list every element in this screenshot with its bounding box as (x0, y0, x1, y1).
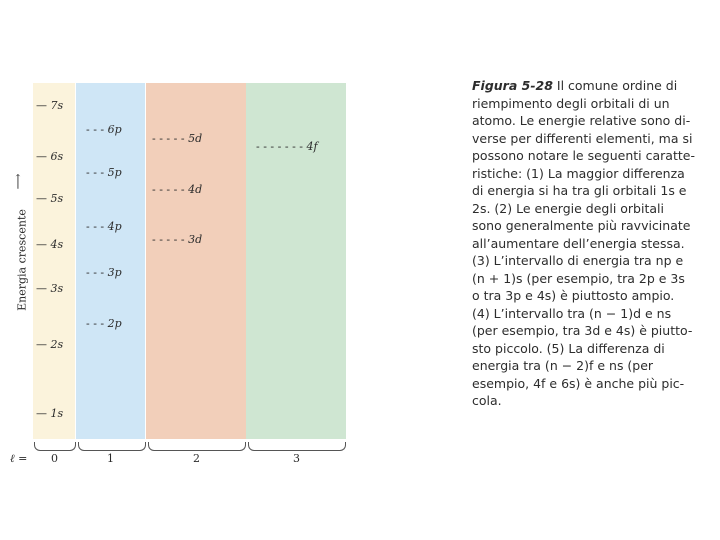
level-4p (86, 221, 122, 233)
level-label: 5s (50, 192, 64, 205)
l-value-0: 0 (51, 452, 58, 465)
energy-arrow-icon: ⟶ (11, 173, 25, 190)
brace-l0 (34, 442, 76, 451)
brace-l2 (148, 442, 246, 451)
level-dash: - - - - - (152, 183, 185, 196)
level-4d (152, 184, 202, 196)
level-label: 4p (107, 220, 122, 233)
level-tick: — (36, 238, 47, 251)
caption-text: Il comune ordine di riempimento degli orbitali di un atomo. Le energie relative sono di- verse per differenti elementi, ma si possono notare le seguenti caratte- ristiche: (1) La maggior differenza di energia si ha tra gli orbitali 1s e 2s. (2) Le energie degli orbitali sono generalmente più ravvicinate all’aumentare dell’energia stessa. (3) L’intervallo di energia tra np e (n + 1)s (per esempio, tra 2p e 3s o tra 3p e 4s) è piuttosto ampio. (4) L’intervallo tra (n − 1)d e ns (per esempio, tra 3d e 4s) è piutto- sto piccolo. (5) La differenza di energia tra (n − 2)f e ns (per esempio, 4f e 6s) è anche più pic- cola. (472, 78, 695, 408)
brace-l3 (248, 442, 346, 451)
level-label: 2p (107, 317, 122, 330)
level-dash: - - - - - (152, 132, 185, 145)
band-l3 (246, 83, 346, 439)
band-l1 (76, 83, 145, 439)
level-label: 3s (50, 282, 64, 295)
level-3d (152, 234, 202, 246)
figure-caption (472, 77, 716, 410)
level-4s (36, 239, 63, 251)
level-label: 3d (188, 233, 203, 246)
level-7s (36, 100, 63, 112)
level-dash: - - - (86, 317, 105, 330)
level-label: 1s (50, 407, 64, 420)
level-dash: - - - (86, 166, 105, 179)
level-5d (152, 133, 202, 145)
level-2p (86, 318, 122, 330)
level-4f (256, 141, 318, 153)
level-tick: — (36, 99, 47, 112)
level-dash: - - - (86, 220, 105, 233)
level-label: 6s (50, 150, 64, 163)
level-label: 4f (306, 140, 318, 153)
level-tick: — (36, 338, 47, 351)
level-6s (36, 151, 63, 163)
level-tick: — (36, 282, 47, 295)
level-label: 5d (188, 132, 203, 145)
level-dash: - - - (86, 266, 105, 279)
band-l0 (33, 83, 75, 439)
level-label: 3p (107, 266, 122, 279)
level-2s (36, 339, 63, 351)
level-label: 2s (50, 338, 64, 351)
level-5s (36, 193, 63, 205)
level-dash: - - - - - - - (256, 140, 303, 153)
y-axis-label: Energia crescente (15, 209, 29, 311)
level-label: 4d (188, 183, 203, 196)
level-dash: - - - (86, 123, 105, 136)
level-label: 4s (50, 238, 64, 251)
l-value-2: 2 (193, 452, 200, 465)
level-tick: — (36, 407, 47, 420)
level-5p (86, 167, 122, 179)
level-label: 5p (107, 166, 122, 179)
l-value-1: 1 (107, 452, 114, 465)
level-1s (36, 408, 63, 420)
level-3s (36, 283, 63, 295)
level-3p (86, 267, 122, 279)
level-label: 6p (107, 123, 122, 136)
level-dash: - - - - - (152, 233, 185, 246)
brace-l1 (78, 442, 146, 451)
level-tick: — (36, 150, 47, 163)
l-symbol: ℓ = (10, 452, 28, 465)
level-label: 7s (50, 99, 64, 112)
figure-label: Figura 5-28 (472, 78, 553, 93)
l-value-3: 3 (293, 452, 300, 465)
level-tick: — (36, 192, 47, 205)
level-6p (86, 124, 122, 136)
